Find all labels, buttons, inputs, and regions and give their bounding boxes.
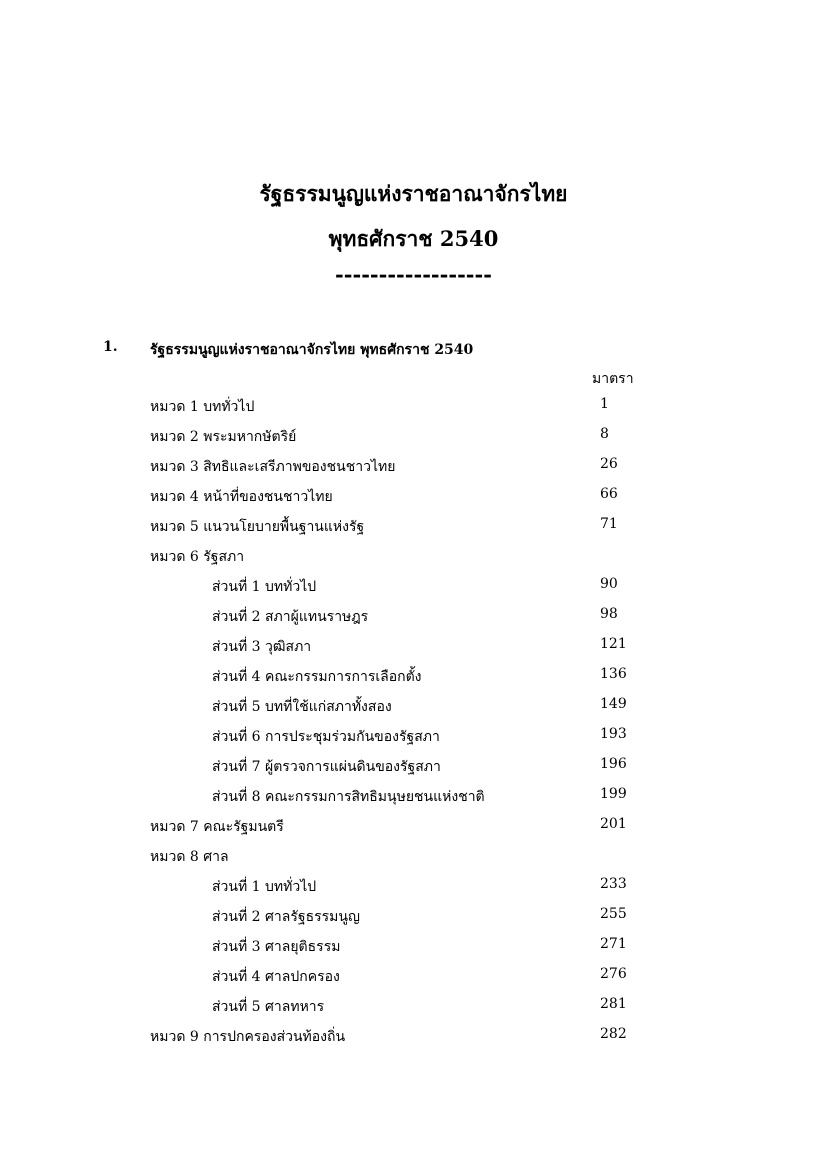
toc-label: หมวด 1 บททั่วไป	[150, 399, 255, 415]
toc-label: ส่วนที่ 8 คณะกรรมการสิทธิมนุษยชนแห่งชาติ	[212, 789, 485, 805]
document-subtitle-year: พุทธศักราช 2540	[328, 226, 499, 251]
toc-page: 121	[600, 636, 627, 652]
toc-page: 98	[600, 606, 618, 622]
column-header-section: มาตรา	[592, 371, 634, 387]
toc-row	[0, 810, 827, 840]
toc-label: ส่วนที่ 3 วุฒิสภา	[212, 639, 312, 655]
toc-page: 193	[600, 726, 627, 742]
toc-page: 281	[600, 996, 627, 1012]
toc-row	[0, 480, 827, 510]
toc-label: หมวด 6 รัฐสภา	[150, 549, 245, 565]
toc-page: 1	[600, 396, 609, 412]
toc-row	[0, 570, 827, 600]
toc-page: 196	[600, 756, 627, 772]
toc-row	[0, 1020, 827, 1050]
toc-row	[0, 450, 827, 480]
toc-row	[0, 960, 827, 990]
toc-row	[0, 510, 827, 540]
toc-page: 66	[600, 486, 618, 502]
toc-label: ส่วนที่ 4 ศาลปกครอง	[212, 969, 340, 985]
toc-row	[0, 720, 827, 750]
toc-row	[0, 600, 827, 630]
toc-label: หมวด 4 หน้าที่ของชนชาวไทย	[150, 489, 333, 505]
table-of-contents	[0, 390, 827, 1050]
toc-page: 199	[600, 786, 627, 802]
toc-row	[0, 420, 827, 450]
toc-label: หมวด 8 ศาล	[150, 849, 229, 865]
toc-label: ส่วนที่ 2 ศาลรัฐธรรมนูญ	[212, 909, 360, 925]
toc-page: 71	[600, 516, 618, 532]
toc-label: ส่วนที่ 3 ศาลยุติธรรม	[212, 939, 341, 955]
toc-label: หมวด 2 พระมหากษัตริย์	[150, 429, 297, 445]
toc-row	[0, 750, 827, 780]
toc-row	[0, 540, 827, 570]
document-title: รัฐธรรมนูญแห่งราชอาณาจักรไทย	[259, 181, 568, 206]
toc-label: ส่วนที่ 5 ศาลทหาร	[212, 999, 325, 1015]
toc-page: 276	[600, 966, 627, 982]
toc-label: หมวด 3 สิทธิและเสรีภาพของชนชาวไทย	[150, 459, 396, 475]
toc-label: ส่วนที่ 4 คณะกรรมการการเลือกตั้ง	[212, 669, 422, 685]
toc-label: หมวด 7 คณะรัฐมนตรี	[150, 819, 284, 835]
toc-label: ส่วนที่ 5 บทที่ใช้แก่สภาทั้งสอง	[212, 699, 392, 715]
toc-page: 233	[600, 876, 627, 892]
toc-row	[0, 840, 827, 870]
toc-row	[0, 690, 827, 720]
toc-page: 90	[600, 576, 618, 592]
toc-row	[0, 660, 827, 690]
toc-page: 271	[600, 936, 627, 952]
toc-page: 255	[600, 906, 627, 922]
toc-row	[0, 870, 827, 900]
toc-row	[0, 390, 827, 420]
section-title: รัฐธรรมนูญแห่งราชอาณาจักรไทย พุทธศักราช 2540	[150, 342, 474, 358]
toc-row	[0, 990, 827, 1020]
toc-label: ส่วนที่ 7 ผู้ตรวจการแผ่นดินของรัฐสภา	[212, 759, 441, 775]
toc-label: ส่วนที่ 1 บททั่วไป	[212, 579, 317, 595]
section-number: 1.	[103, 339, 118, 355]
toc-row	[0, 930, 827, 960]
toc-page: 8	[600, 426, 609, 442]
toc-page: 201	[600, 816, 627, 832]
title-separator: ------------------	[335, 262, 492, 287]
toc-page: 149	[600, 696, 627, 712]
toc-page: 136	[600, 666, 627, 682]
toc-label: ส่วนที่ 6 การประชุมร่วมกันของรัฐสภา	[212, 729, 440, 745]
toc-row	[0, 780, 827, 810]
toc-label: ส่วนที่ 1 บททั่วไป	[212, 879, 317, 895]
toc-label: ส่วนที่ 2 สภาผู้แทนราษฎร	[212, 609, 369, 625]
toc-page: 282	[600, 1026, 627, 1042]
toc-label: หมวด 9 การปกครองส่วนท้องถิ่น	[150, 1029, 346, 1045]
toc-label: หมวด 5 แนวนโยบายพื้นฐานแห่งรัฐ	[150, 519, 365, 535]
toc-row	[0, 630, 827, 660]
toc-row	[0, 900, 827, 930]
toc-page: 26	[600, 456, 618, 472]
